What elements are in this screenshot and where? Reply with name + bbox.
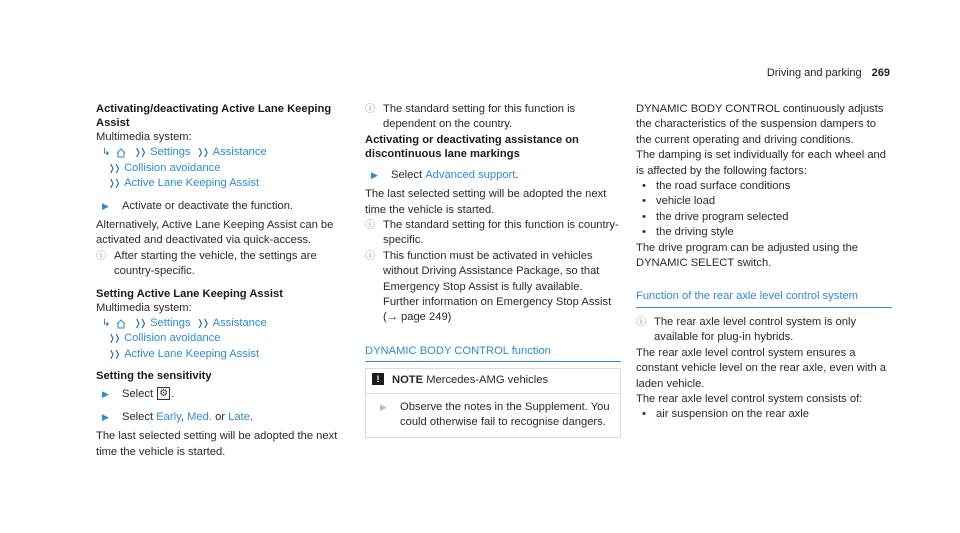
double-chevron-icon: ❭❭ xyxy=(108,162,120,173)
double-chevron-icon: ❭❭ xyxy=(134,147,146,158)
paragraph: Alternatively, Active Lane Keeping Assist can be activated and deactivated via quick-access. xyxy=(96,219,334,247)
list-item: • vehicle load xyxy=(642,195,716,208)
paragraph: The last selected setting will be adopted the next time the vehicle is started. xyxy=(365,188,607,216)
menu-path xyxy=(96,316,348,331)
info-icon: ⓘ xyxy=(365,220,375,232)
warning-icon: ! xyxy=(372,373,384,385)
menu-collision-avoidance[interactable]: Collision avoidance xyxy=(124,161,221,174)
list-item: • the road surface conditions xyxy=(642,180,791,193)
play-icon: ▶ xyxy=(102,411,109,422)
paragraph: The damping is set individually for each wheel and is affected by the following factors: xyxy=(636,149,886,177)
note: ⓘ This function must be activated in vehicles without Driving Assistance Package, so that Emergency Stop Assist is fully available. Further information on Emergency Stop Assist (→ page 249) xyxy=(365,249,621,326)
heading-setting: Setting Active Lane Keeping Assist xyxy=(96,287,283,300)
double-chevron-icon: ❭❭ xyxy=(108,348,120,359)
menu-assistance[interactable]: Assistance xyxy=(212,146,267,159)
heading-activating: Activating/deactivating Active Lane Keeping Assist xyxy=(96,103,332,129)
multimedia-label: Multimedia system: xyxy=(96,301,192,314)
action-item: ▶ Select Early, Med. or Late. xyxy=(102,410,348,425)
action-item: ▶ Activate or deactivate the function. xyxy=(102,199,348,214)
info-icon: ⓘ xyxy=(365,104,375,115)
play-icon: ▶ xyxy=(371,169,378,180)
column-right xyxy=(636,102,892,423)
info-icon: ⓘ xyxy=(636,316,646,328)
menu-path xyxy=(96,176,348,191)
play-icon: ▶ xyxy=(102,200,109,211)
menu-path xyxy=(96,347,348,362)
section-title: Function of the rear axle level control system xyxy=(636,289,892,307)
note-box xyxy=(365,368,621,437)
option-early[interactable]: Early xyxy=(156,410,181,423)
menu-path xyxy=(96,331,348,346)
paragraph: The drive program can be adjusted using the DYNAMIC SELECT switch. xyxy=(636,241,859,270)
page-number: 269 xyxy=(871,67,890,79)
info-icon: ⓘ xyxy=(365,250,375,262)
menu-assistance[interactable]: Assistance xyxy=(212,317,267,330)
note-box-header: ! NOTE Mercedes-AMG vehicles xyxy=(366,369,620,393)
double-chevron-icon: ❭❭ xyxy=(108,333,120,344)
info-icon: ⓘ xyxy=(96,250,106,262)
column-middle xyxy=(365,102,621,438)
menu-settings[interactable]: Settings xyxy=(150,146,191,159)
action-item: ▶ Select Advanced support. xyxy=(371,168,621,183)
paragraph: DYNAMIC BODY CONTROL continuously adjusts the characteristics of the suspension dampers to the current operating and driving conditions. xyxy=(636,103,884,146)
menu-active-lane-keeping[interactable]: Active Lane Keeping Assist xyxy=(124,347,260,360)
home-icon xyxy=(116,148,126,158)
menu-active-lane-keeping[interactable]: Active Lane Keeping Assist xyxy=(124,177,260,190)
paragraph: The last selected setting will be adopted the next time the vehicle is started. xyxy=(96,430,338,458)
note: ⓘ The standard setting for this function is dependent on the country. xyxy=(365,102,621,133)
option-late[interactable]: Late xyxy=(228,410,250,423)
paragraph: The rear axle level control system consists of: xyxy=(636,392,863,405)
list-item: • the drive program selected xyxy=(642,210,789,223)
menu-path xyxy=(96,145,348,160)
multimedia-label: Multimedia system: xyxy=(96,131,192,143)
note: ⓘ The rear axle level control system is only available for plug-in hybrids. xyxy=(636,315,892,346)
play-icon: ▶ xyxy=(102,389,109,400)
list-item: • the driving style xyxy=(642,226,734,239)
note: ⓘ After starting the vehicle, the settings are country-specific. xyxy=(96,249,348,280)
note-box-body: ▶ Observe the notes in the Supplement. You could otherwise fail to recognise dangers. xyxy=(366,394,620,437)
header-title: Driving and parking xyxy=(766,67,862,79)
hook-arrow-icon: ↳ xyxy=(102,318,111,330)
hook-arrow-icon: ↳ xyxy=(102,147,111,159)
heading-sensitivity: Setting the sensitivity xyxy=(96,370,212,383)
heading-discontinuous: Activating or deactivating assistance on discontinuous lane markings xyxy=(365,133,579,160)
page-header xyxy=(767,66,890,81)
option-advanced-support[interactable]: Advanced support xyxy=(425,168,516,181)
double-chevron-icon: ❭❭ xyxy=(196,147,208,158)
play-icon: ▶ xyxy=(380,401,387,412)
action-item: ▶ Select ⚙ . xyxy=(102,387,348,402)
menu-collision-avoidance[interactable]: Collision avoidance xyxy=(124,332,221,345)
paragraph: The rear axle level control system ensures a constant vehicle level on the rear axle, even with a laden vehicle. xyxy=(636,346,886,390)
note: ⓘ The standard setting for this function is country-specific. xyxy=(365,218,621,249)
double-chevron-icon: ❭❭ xyxy=(196,318,208,329)
double-chevron-icon: ❭❭ xyxy=(108,178,120,189)
option-med[interactable]: Med. xyxy=(187,410,212,423)
section-title: DYNAMIC BODY CONTROL function xyxy=(365,344,621,362)
menu-settings[interactable]: Settings xyxy=(150,317,191,330)
double-chevron-icon: ❭❭ xyxy=(134,318,146,329)
list-item: • air suspension on the rear axle xyxy=(642,408,809,421)
settings-gear-icon: ⚙ xyxy=(157,387,170,400)
menu-path xyxy=(96,161,348,176)
home-icon xyxy=(116,319,126,329)
column-left xyxy=(96,102,348,460)
